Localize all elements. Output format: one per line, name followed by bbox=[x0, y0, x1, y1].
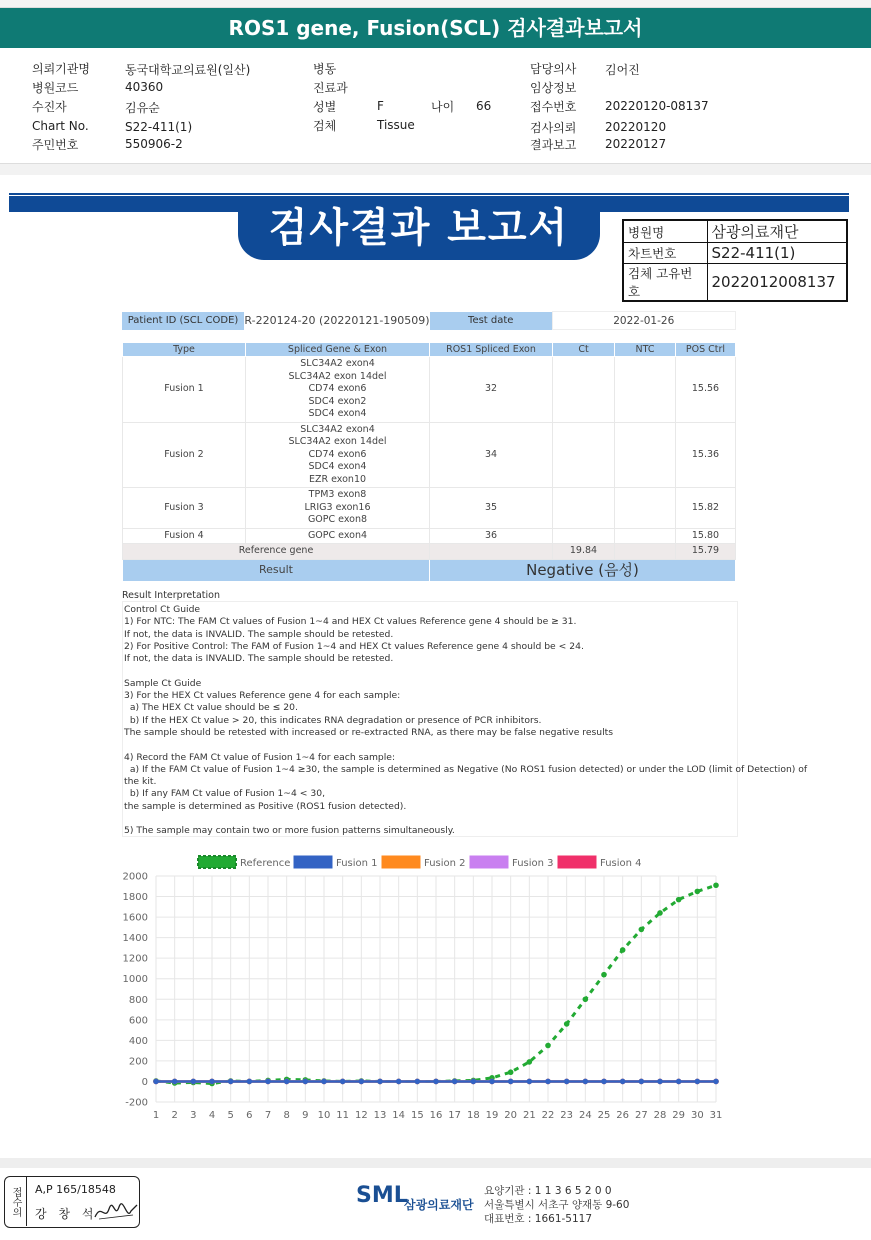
org-name: 삼광의료재단 bbox=[404, 1198, 474, 1212]
sign-side-label: 접수의 bbox=[5, 1177, 27, 1226]
col-pos-ctrl: POS Ctrl bbox=[676, 343, 736, 357]
data-point bbox=[713, 1079, 719, 1085]
interpretation-line: b) If the HEX Ct value > 20, this indicates RNA degradation or presence of PCR inhibitors. bbox=[124, 714, 542, 726]
x-tick-label: 30 bbox=[690, 1110, 704, 1121]
fusion-type: Fusion 2 bbox=[123, 422, 246, 488]
page-title: ROS1 gene, Fusion(SCL) 검사결과보고서 bbox=[0, 8, 871, 48]
field-value: 20220120-08137 bbox=[605, 99, 709, 113]
data-point bbox=[303, 1079, 309, 1085]
interpretation-line: Control Ct Guide bbox=[124, 604, 201, 615]
legend-label: Fusion 2 bbox=[424, 858, 466, 869]
data-point bbox=[620, 947, 626, 953]
hospital-name-value: 삼광의료재단 bbox=[707, 220, 847, 243]
reference-ct: 19.84 bbox=[553, 544, 615, 560]
interpretation-line bbox=[124, 739, 736, 751]
x-tick-label: 31 bbox=[709, 1110, 723, 1121]
data-point bbox=[415, 1079, 421, 1085]
interpretation-line: 5) The sample may contain two or more fusion patterns simultaneously. bbox=[124, 825, 455, 837]
gene-exon: CD74 exon6 bbox=[308, 448, 367, 460]
address-line: 서울특별시 서초구 양재동 9-60 bbox=[484, 1199, 630, 1211]
legend-swatch bbox=[198, 856, 236, 868]
gene-exon: SDC4 exon2 bbox=[308, 395, 367, 407]
interpretation-line: If not, the data is INVALID. The sample should be retested. bbox=[124, 628, 394, 640]
x-tick-label: 7 bbox=[264, 1110, 272, 1121]
reference-label: Reference gene bbox=[123, 544, 430, 560]
x-tick-label: 10 bbox=[317, 1110, 331, 1121]
x-tick-label: 20 bbox=[504, 1110, 518, 1121]
result-label: Result bbox=[123, 559, 430, 581]
spliced-genes bbox=[246, 357, 430, 423]
field-label: 검사의뢰 bbox=[530, 121, 577, 135]
data-point bbox=[639, 927, 645, 933]
data-point bbox=[508, 1079, 514, 1085]
data-point bbox=[639, 1079, 645, 1085]
data-point bbox=[489, 1079, 495, 1085]
legend-label: Fusion 4 bbox=[600, 858, 642, 869]
field-label: 성별 bbox=[313, 100, 337, 114]
y-tick-label: 800 bbox=[128, 994, 148, 1006]
top-edge bbox=[0, 0, 871, 8]
data-point bbox=[583, 996, 589, 1002]
x-tick-label: 3 bbox=[190, 1110, 197, 1121]
gene-exon: LRIG3 exon16 bbox=[304, 501, 371, 513]
patient-id-value: R-220124-20 (20220121-190509) bbox=[244, 314, 430, 327]
data-point bbox=[265, 1079, 271, 1085]
x-tick-label: 25 bbox=[597, 1110, 611, 1121]
fusion-type: Fusion 3 bbox=[123, 488, 246, 529]
data-point bbox=[340, 1079, 346, 1085]
data-point bbox=[657, 1079, 663, 1085]
reference-ros1 bbox=[430, 544, 553, 560]
interpretation-line: If not, the data is INVALID. The sample should be retested. bbox=[124, 653, 394, 665]
gene-exon: GOPC exon4 bbox=[307, 529, 368, 541]
field-value: 40360 bbox=[125, 80, 164, 94]
x-tick-label: 27 bbox=[634, 1110, 648, 1121]
legend-label: Reference bbox=[240, 858, 291, 869]
ntc-value bbox=[615, 357, 676, 423]
data-point bbox=[601, 1079, 607, 1085]
fusion-row bbox=[123, 422, 736, 488]
spliced-genes bbox=[246, 422, 430, 488]
reference-row bbox=[123, 544, 736, 560]
field-value: 66 bbox=[476, 99, 492, 113]
field-value: 20220127 bbox=[605, 137, 667, 151]
data-point bbox=[545, 1079, 551, 1085]
data-point bbox=[321, 1079, 327, 1085]
gene-exon: SDC4 exon4 bbox=[308, 461, 367, 472]
col-ros1-exon: ROS1 Spliced Exon bbox=[430, 343, 553, 357]
sml-logo: SML bbox=[356, 1183, 408, 1208]
y-tick-label: 1800 bbox=[122, 892, 148, 904]
x-tick-label: 8 bbox=[283, 1110, 290, 1121]
field-label: Chart No. bbox=[32, 119, 89, 133]
y-tick-label: 0 bbox=[141, 1076, 148, 1088]
data-point bbox=[620, 1079, 626, 1085]
spliced-genes bbox=[246, 528, 430, 544]
x-tick-label: 5 bbox=[227, 1110, 234, 1121]
data-point bbox=[527, 1079, 533, 1085]
y-tick-label: 600 bbox=[128, 1015, 148, 1027]
x-tick-label: 2 bbox=[171, 1110, 178, 1121]
data-point bbox=[433, 1079, 439, 1085]
y-tick-label: -200 bbox=[125, 1097, 148, 1109]
y-tick-label: 1600 bbox=[122, 912, 148, 924]
interpretation-line: 2) For Positive Control: The FAM of Fusion 1~4 and HEX Ct values Reference gene 4 should be < 24. bbox=[124, 640, 584, 652]
data-point bbox=[209, 1079, 215, 1085]
data-point bbox=[377, 1079, 383, 1085]
gene-exon: SLC34A2 exon 14del bbox=[288, 370, 387, 382]
field-label: 주민번호 bbox=[32, 138, 79, 152]
ct-value bbox=[553, 357, 615, 423]
ct-value bbox=[553, 528, 615, 544]
gene-exon: SLC34A2 exon 14del bbox=[288, 436, 387, 447]
legend-label: Fusion 1 bbox=[336, 858, 378, 869]
x-tick-label: 15 bbox=[410, 1110, 424, 1121]
pos-ctrl-value: 15.82 bbox=[676, 488, 736, 529]
field-value: S22-411(1) bbox=[125, 120, 193, 134]
interpretation-line: Sample Ct Guide bbox=[124, 677, 202, 689]
legend-swatch bbox=[470, 856, 508, 868]
x-tick-label: 22 bbox=[541, 1110, 555, 1121]
field-value: 동국대학교의료원(일산) bbox=[125, 63, 251, 77]
interpretation-line bbox=[124, 665, 736, 677]
data-point bbox=[396, 1079, 402, 1085]
field-label: 병원코드 bbox=[32, 81, 79, 95]
ros1-exon: 32 bbox=[430, 357, 553, 423]
x-tick-label: 4 bbox=[208, 1110, 216, 1121]
data-point bbox=[676, 1079, 682, 1085]
data-point bbox=[172, 1079, 178, 1085]
interpretation-line: 1) For NTC: The FAM Ct values of Fusion 1~4 and HEX Ct values Reference gene 4 should be ≥ 31. bbox=[124, 616, 577, 628]
data-point bbox=[583, 1079, 589, 1085]
field-label: 나이 bbox=[431, 100, 455, 114]
pos-ctrl-value: 15.80 bbox=[676, 528, 736, 544]
y-tick-label: 200 bbox=[128, 1056, 148, 1068]
fusion-row bbox=[123, 528, 736, 544]
x-tick-label: 24 bbox=[578, 1110, 592, 1121]
gene-exon: GOPC exon8 bbox=[307, 514, 368, 525]
field-label: 접수번호 bbox=[530, 100, 577, 114]
data-point bbox=[452, 1079, 458, 1085]
x-tick-label: 1 bbox=[152, 1110, 160, 1121]
data-point bbox=[545, 1043, 551, 1049]
fusion-type: Fusion 4 bbox=[123, 528, 246, 544]
col-type: Type bbox=[123, 343, 246, 357]
x-tick-label: 26 bbox=[616, 1110, 630, 1121]
col-ntc: NTC bbox=[615, 343, 676, 357]
field-label: 검체 bbox=[313, 119, 337, 133]
chart-number-label: 차트번호 bbox=[623, 243, 707, 264]
test-date-label: Test date bbox=[430, 312, 552, 330]
address-block bbox=[484, 1184, 629, 1226]
hospital-box bbox=[622, 219, 848, 302]
field-value: 김어진 bbox=[605, 63, 640, 77]
patient-id-label: Patient ID (SCL CODE) bbox=[122, 312, 244, 330]
x-tick-label: 12 bbox=[354, 1110, 368, 1121]
x-tick-label: 16 bbox=[429, 1110, 443, 1121]
amplification-chart bbox=[110, 848, 870, 1148]
interpretation-title: Result Interpretation bbox=[122, 590, 220, 601]
interpretation-line: the sample is determined as Positive (ROS1 fusion detected). bbox=[124, 800, 407, 812]
field-label: 임상정보 bbox=[530, 81, 577, 95]
field-label: 진료과 bbox=[313, 81, 348, 95]
gene-exon: SLC34A2 exon4 bbox=[300, 358, 375, 369]
signature-box bbox=[4, 1176, 140, 1228]
chart-number-value: S22-411(1) bbox=[707, 243, 847, 264]
interpretation-box bbox=[122, 601, 808, 837]
data-point bbox=[228, 1079, 234, 1085]
ct-value bbox=[553, 422, 615, 488]
gene-exon: CD74 exon6 bbox=[308, 383, 367, 394]
interpretation-line bbox=[124, 813, 736, 825]
gene-exon: SDC4 exon4 bbox=[308, 408, 367, 419]
data-point bbox=[191, 1079, 197, 1085]
y-tick-label: 2000 bbox=[122, 871, 148, 883]
report-banner: 검사결과 보고서 bbox=[238, 196, 600, 260]
data-point bbox=[247, 1079, 253, 1085]
data-point bbox=[359, 1079, 365, 1085]
sign-license: A,P 165/18548 bbox=[35, 1183, 116, 1196]
result-row bbox=[123, 559, 736, 581]
address-line: 대표번호 : 1661-5117 bbox=[484, 1213, 593, 1225]
field-value: 550906-2 bbox=[125, 137, 183, 151]
field-value: Tissue bbox=[377, 118, 415, 132]
data-point bbox=[508, 1069, 514, 1075]
data-point bbox=[284, 1079, 290, 1085]
x-tick-label: 6 bbox=[246, 1110, 253, 1121]
ntc-value bbox=[615, 422, 676, 488]
legend-swatch bbox=[382, 856, 420, 868]
result-value: Negative (음성) bbox=[430, 559, 736, 581]
ntc-value bbox=[615, 488, 676, 529]
field-label: 담당의사 bbox=[530, 62, 577, 76]
legend-label: Fusion 3 bbox=[512, 858, 554, 869]
interpretation-line: 4) Record the FAM Ct value of Fusion 1~4 for each sample: bbox=[124, 751, 396, 763]
field-value: 김유순 bbox=[125, 101, 160, 115]
x-tick-label: 14 bbox=[392, 1110, 406, 1121]
data-point bbox=[527, 1059, 533, 1065]
x-tick-label: 18 bbox=[466, 1110, 480, 1121]
ros1-exon: 36 bbox=[430, 528, 553, 544]
gene-exon: SLC34A2 exon4 bbox=[300, 423, 375, 435]
interpretation-line: 3) For the HEX Ct values Reference gene 4 for each sample: bbox=[124, 690, 401, 702]
fusion-row bbox=[123, 357, 736, 423]
field-label: 병동 bbox=[313, 62, 337, 76]
data-point bbox=[695, 1079, 701, 1085]
field-label: 의뢰기관명 bbox=[32, 62, 90, 76]
patient-id-table bbox=[122, 311, 736, 330]
data-point bbox=[601, 972, 607, 978]
col-ct: Ct bbox=[553, 343, 615, 357]
ntc-value bbox=[615, 528, 676, 544]
divider-band bbox=[0, 163, 871, 175]
data-point bbox=[564, 1021, 570, 1027]
legend-swatch bbox=[294, 856, 332, 868]
data-point bbox=[713, 882, 719, 888]
address-line: 요양기관 : 1 1 3 6 5 2 0 0 bbox=[484, 1185, 612, 1197]
legend-swatch bbox=[558, 856, 596, 868]
interpretation-line: The sample should be retested with increased or re-extracted RNA, as there may be false negative results bbox=[124, 726, 614, 738]
sign-name: 강 창 석 bbox=[35, 1207, 98, 1221]
field-value: F bbox=[377, 99, 384, 113]
specimen-id-label: 검체 고유번호 bbox=[623, 264, 707, 302]
spliced-genes bbox=[246, 488, 430, 529]
reference-pos: 15.79 bbox=[676, 544, 736, 560]
ros1-exon: 34 bbox=[430, 422, 553, 488]
fusion-row bbox=[123, 488, 736, 529]
reference-ntc bbox=[615, 544, 676, 560]
hospital-name-label: 병원명 bbox=[623, 220, 707, 243]
col-spliced-gene: Spliced Gene & Exon bbox=[246, 343, 430, 357]
x-tick-label: 21 bbox=[522, 1110, 536, 1121]
y-tick-label: 1200 bbox=[122, 953, 148, 965]
data-point bbox=[471, 1079, 477, 1085]
data-point bbox=[695, 889, 701, 895]
data-point bbox=[153, 1079, 159, 1085]
data-point bbox=[657, 910, 663, 916]
x-tick-label: 17 bbox=[448, 1110, 462, 1121]
x-tick-label: 29 bbox=[672, 1110, 686, 1121]
x-tick-label: 13 bbox=[373, 1110, 387, 1121]
data-point bbox=[676, 897, 682, 903]
x-tick-label: 19 bbox=[485, 1110, 499, 1121]
y-tick-label: 1400 bbox=[122, 933, 148, 945]
x-tick-label: 23 bbox=[560, 1110, 574, 1121]
field-label: 결과보고 bbox=[530, 138, 577, 152]
fusion-type: Fusion 1 bbox=[123, 357, 246, 423]
test-date-value: 2022-01-26 bbox=[552, 312, 736, 330]
result-table bbox=[122, 342, 736, 582]
pos-ctrl-value: 15.36 bbox=[676, 422, 736, 488]
y-tick-label: 1000 bbox=[122, 974, 148, 986]
x-tick-label: 28 bbox=[653, 1110, 667, 1121]
signature-scribble bbox=[93, 1201, 139, 1223]
gene-exon: EZR exon10 bbox=[308, 473, 367, 485]
field-label: 수진자 bbox=[32, 100, 67, 114]
specimen-id-value: 2022012008137 bbox=[707, 264, 847, 302]
x-tick-label: 9 bbox=[302, 1110, 309, 1121]
pos-ctrl-value: 15.56 bbox=[676, 357, 736, 423]
x-tick-label: 11 bbox=[336, 1110, 350, 1121]
interpretation-line: b) If any FAM Ct value of Fusion 1~4 < 30, bbox=[124, 788, 326, 800]
interpretation-line: the kit. bbox=[124, 776, 157, 788]
interpretation-line: a) If the FAM Ct value of Fusion 1~4 ≥30, the sample is determined as Negative (No ROS1 fusion detected) or under the LOD (limit of Detection) of bbox=[124, 763, 808, 775]
data-point bbox=[564, 1079, 570, 1085]
ros1-exon: 35 bbox=[430, 488, 553, 529]
ct-value bbox=[553, 488, 615, 529]
gene-exon: TPM3 exon8 bbox=[308, 489, 367, 500]
field-value: 20220120 bbox=[605, 120, 667, 134]
footer-band bbox=[0, 1158, 871, 1168]
banner-rule bbox=[9, 193, 849, 195]
interpretation-line: a) The HEX Ct value should be ≤ 20. bbox=[124, 702, 298, 714]
y-tick-label: 400 bbox=[128, 1035, 148, 1047]
